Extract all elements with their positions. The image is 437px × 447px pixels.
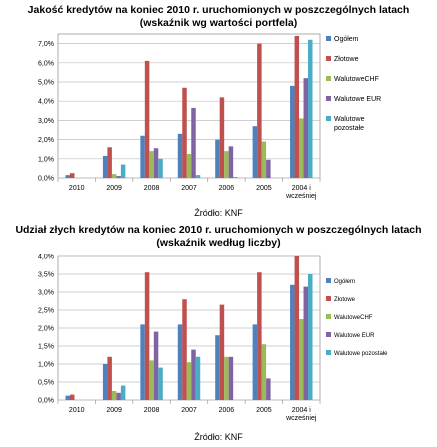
chart2-x-tick-label: 2007 (181, 407, 197, 414)
chart2-bar (257, 272, 261, 400)
chart1-bar (191, 108, 195, 178)
chart2-bar (182, 299, 186, 400)
chart1-bar (154, 148, 158, 178)
chart1-bar (229, 146, 233, 178)
chart1-bar (233, 177, 237, 178)
chart1-bar (121, 165, 125, 178)
chart2-legend-swatch (326, 332, 331, 337)
chart2-bar (308, 274, 312, 400)
chart1-y-tick-label: 0,0% (38, 175, 54, 183)
chart2-bar (103, 364, 107, 400)
chart1-x-tick-label: 2010 (68, 185, 85, 192)
chart2-bar (65, 396, 69, 400)
chart1-legend-swatch (326, 56, 331, 61)
chart2-title (0, 224, 437, 250)
chart1-bar (220, 97, 224, 178)
chart1-legend-swatch (326, 36, 331, 41)
chart1-bar (266, 160, 270, 178)
chart1-bar (262, 142, 266, 178)
chart1-x-tick-label: 2008 (143, 185, 160, 192)
chart1-y-tick-label: 4,0% (38, 98, 54, 106)
chart1-bar (178, 134, 182, 178)
chart2-bar (191, 350, 195, 400)
chart2-x-tick-label: 2008 (143, 407, 160, 414)
chart2-bar (112, 391, 116, 400)
chart2-bar (290, 285, 294, 400)
chart2-bar (220, 305, 224, 400)
chart2-legend-swatch (326, 278, 331, 283)
chart1-svg (0, 32, 437, 208)
chart2-bar (187, 362, 191, 400)
chart2-title-line1: Udział złych kredytów na koniec 2010 r. uruchomionych w poszczególnych latach (15, 224, 422, 236)
chart2-x-tick-label: 2004 i (291, 407, 311, 414)
chart1-legend-label: Złotowe (334, 56, 359, 63)
chart1-y-tick-label: 1,0% (38, 156, 54, 164)
chart1-x-tick-label: wcześniej (286, 193, 317, 200)
chart2-bar (121, 386, 125, 400)
chart2-bar (224, 357, 228, 400)
chart2-y-tick-label: 0,0% (38, 397, 54, 405)
chart1-bar (224, 151, 228, 178)
chart1-bar (107, 147, 111, 178)
chart2-bar (304, 287, 308, 400)
chart1-bar (112, 174, 116, 178)
chart2-legend-label: WalutoweCHF (334, 315, 373, 321)
chart2-legend-label: Walutowe EUR (334, 333, 375, 339)
chart2-x-tick-label: 2009 (106, 407, 122, 414)
chart1-legend-swatch (326, 96, 331, 101)
chart2-x-tick-label: wcześniej (286, 415, 317, 422)
chart2-y-tick-label: 3,5% (38, 271, 54, 279)
chart2-bar (158, 368, 162, 400)
chart1-bar (140, 136, 144, 178)
chart1-bar (290, 86, 294, 178)
chart2-legend-label: Walutowe pozostałe (334, 351, 388, 357)
chart1-x-tick-label: 2006 (218, 185, 235, 192)
chart2-legend-swatch (326, 314, 331, 319)
chart1-y-tick-label: 2,0% (38, 137, 54, 145)
chart1-x-tick-label: 2007 (181, 185, 197, 192)
chart2-y-tick-label: 0,5% (38, 379, 54, 387)
chart2-bar (262, 344, 266, 400)
chart1-y-tick-label: 6,0% (38, 60, 54, 68)
chart1-legend-swatch (326, 116, 331, 121)
chart2-legend-swatch (326, 296, 331, 301)
chart1-source: Źródło: KNF (194, 208, 243, 218)
chart2-bar (145, 272, 149, 400)
chart2-bar (299, 319, 303, 400)
chart2-x-tick-label: 2010 (68, 407, 85, 414)
chart2-bar (215, 335, 219, 400)
chart1-title-line2: (wskaźnik wg wartości portfela) (139, 17, 298, 29)
chart1-bar (116, 176, 120, 178)
chart1-bar (70, 173, 74, 178)
chart2-bar (154, 332, 158, 400)
chart1-y-tick-label: 5,0% (38, 79, 54, 87)
chart1-bar (145, 61, 149, 178)
chart1-x-tick-label: 2005 (256, 185, 272, 192)
chart1-title-line1: Jakość kredytów na koniec 2010 r. uruchomionych w poszczególnych latach (27, 4, 410, 16)
chart1-legend-swatch (326, 76, 331, 81)
chart2-bar (266, 378, 270, 400)
chart1-title (0, 4, 437, 30)
chart2-legend-label: Złotowe (334, 297, 356, 303)
chart1-y-tick-label: 3,0% (38, 117, 54, 125)
chart1-bar (295, 36, 299, 178)
chart1-legend-label: pozostałe (334, 125, 364, 132)
chart1-legend-label: Walutowe EUR (334, 96, 382, 103)
chart1-legend-label: Ogółem (334, 36, 359, 43)
chart1-bar (149, 151, 153, 178)
chart2-title-line2: (wskaźnik według liczby) (156, 237, 281, 249)
chart2-y-tick-label: 2,0% (38, 325, 54, 333)
chart2-bar (107, 357, 111, 400)
chart1-bar (182, 88, 186, 178)
chart2-svg (0, 254, 437, 430)
chart1-x-tick-label: 2004 i (291, 185, 311, 192)
chart1-bar (65, 175, 69, 178)
chart1-bar (304, 78, 308, 178)
chart1-bar (299, 118, 303, 178)
chart2-y-tick-label: 3,0% (38, 289, 54, 297)
chart1-legend-label: Walutowe (334, 116, 365, 123)
chart2-legend-label: Ogółem (334, 279, 356, 285)
chart2-bar (140, 324, 144, 400)
chart1-y-tick-label: 7,0% (38, 41, 54, 49)
chart2-bar (149, 360, 153, 400)
chart1-bar (196, 175, 200, 178)
chart2-y-tick-label: 4,0% (38, 254, 54, 261)
chart2-bar (295, 256, 299, 400)
chart1-bar (103, 156, 107, 178)
chart1-bar (308, 40, 312, 178)
chart1-bar (257, 44, 261, 178)
chart1-bar (215, 140, 219, 178)
chart2-y-tick-label: 1,5% (38, 343, 54, 351)
chart2-bar (116, 393, 120, 400)
chart1-x-tick-label: 2009 (106, 185, 122, 192)
chart1-bar (187, 154, 191, 178)
chart1-bar (253, 126, 257, 178)
chart2-x-tick-label: 2005 (256, 407, 272, 414)
chart2-bar (253, 324, 257, 400)
chart2-y-tick-label: 1,0% (38, 361, 54, 369)
chart2-source: Źródło: KNF (194, 432, 243, 442)
chart1-legend-label: WalutoweCHF (334, 76, 379, 83)
chart2-legend-swatch (326, 350, 331, 355)
chart2-bar (178, 324, 182, 400)
chart1-bar (158, 159, 162, 178)
chart2-x-tick-label: 2006 (218, 407, 235, 414)
chart2-bar (229, 357, 233, 400)
chart2-bar (70, 395, 74, 400)
chart2-y-tick-label: 2,5% (38, 307, 54, 315)
chart2-bar (196, 357, 200, 400)
